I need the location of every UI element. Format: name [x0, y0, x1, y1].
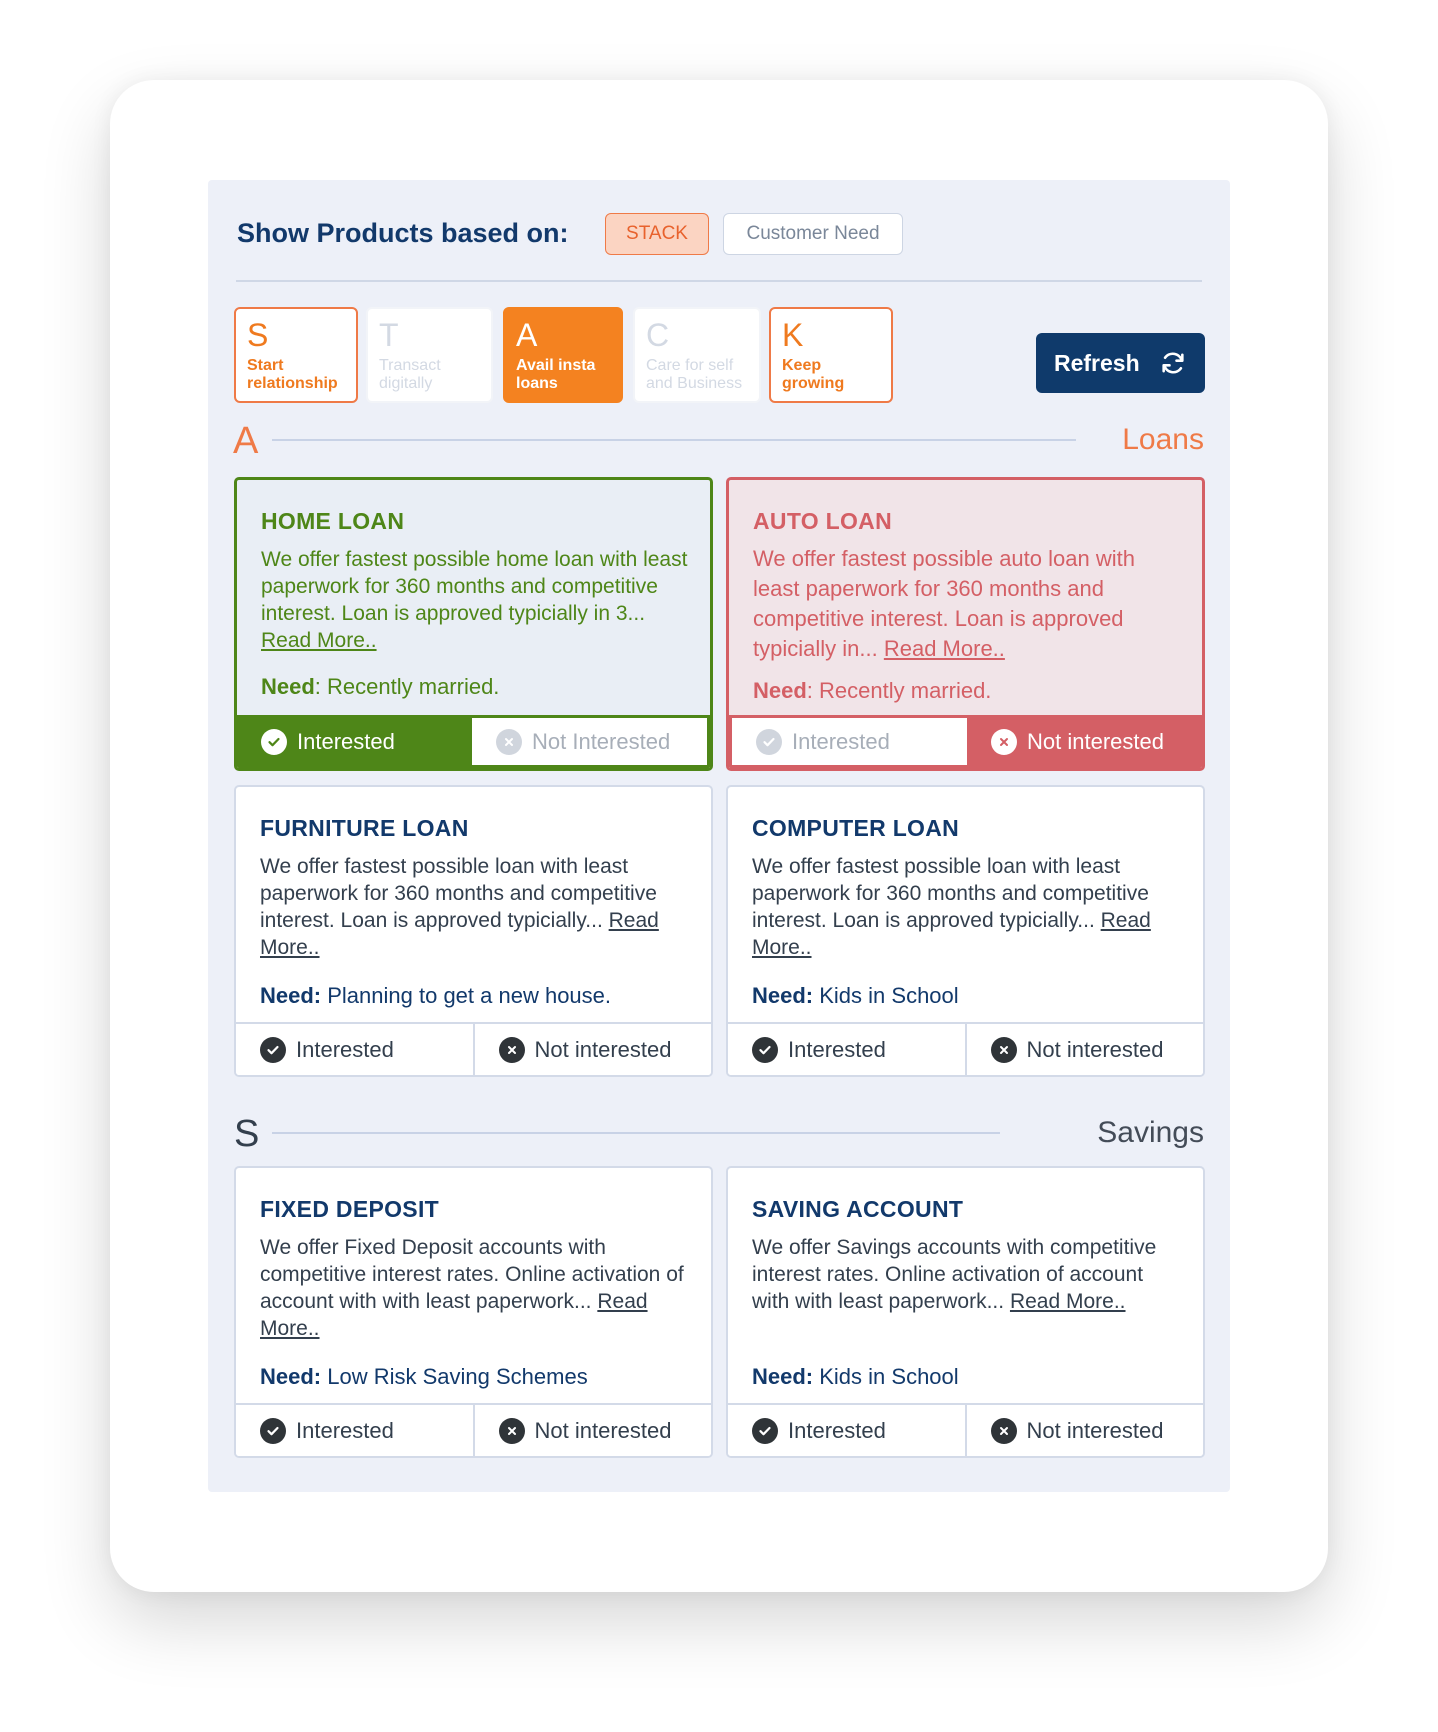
- card-title: SAVING ACCOUNT: [752, 1196, 964, 1222]
- check-circle-icon: [752, 1037, 778, 1063]
- stack-tile-start-relationship[interactable]: [234, 307, 358, 403]
- card-need: Need: Planning to get a new house.: [260, 983, 612, 1008]
- card-title: FURNITURE LOAN: [260, 815, 469, 841]
- tile-label: Avail insta loans: [516, 357, 596, 392]
- computer-loan-card: [726, 785, 1205, 1077]
- tile-letter: C: [646, 317, 670, 353]
- card-actions: [236, 1022, 711, 1075]
- tile-letter: T: [379, 317, 399, 353]
- card-title: HOME LOAN: [261, 508, 405, 534]
- interested-button[interactable]: Interested: [728, 1024, 965, 1075]
- stack-tile-transact-digitally[interactable]: [366, 307, 493, 403]
- show-products-label: Show Products based on:: [237, 218, 569, 248]
- card-actions: [728, 1403, 1203, 1456]
- card-need: Need: Kids in School: [752, 983, 959, 1008]
- interested-button[interactable]: Interested: [236, 1024, 473, 1075]
- stack-tile-avail-insta-loans[interactable]: [503, 307, 623, 403]
- interested-button[interactable]: Interested: [237, 715, 472, 768]
- tile-letter: S: [247, 317, 269, 353]
- card-need: Need: Recently married.: [261, 674, 500, 699]
- card-need: Need: Kids in School: [752, 1364, 959, 1389]
- read-more-link[interactable]: Read More..: [752, 909, 1151, 959]
- card-title: AUTO LOAN: [753, 508, 892, 534]
- check-circle-icon: [261, 729, 287, 755]
- tile-label: Transact digitally: [379, 357, 441, 392]
- refresh-button[interactable]: [1036, 333, 1205, 393]
- card-need: Need: Low Risk Saving Schemes: [260, 1364, 588, 1389]
- card-need: Need: Recently married.: [753, 678, 992, 703]
- tile-label: Keep growing: [782, 357, 845, 392]
- not-interested-button[interactable]: Not interested: [965, 1024, 1204, 1075]
- interested-button[interactable]: Interested: [729, 715, 967, 768]
- section-letter-s: S: [234, 1113, 260, 1155]
- card-title: FIXED DEPOSIT: [260, 1196, 439, 1222]
- section-name-savings: Savings: [1097, 1116, 1204, 1149]
- tile-letter: K: [782, 317, 804, 353]
- header-divider: [236, 280, 1202, 282]
- read-more-link[interactable]: Read More..: [260, 909, 659, 959]
- card-description: We offer Savings accounts with competitive interest rates. Online activation of account with with least paperwork... Read More..: [752, 1236, 1157, 1313]
- close-circle-icon: [499, 1037, 525, 1063]
- read-more-link[interactable]: Read More..: [260, 1290, 648, 1340]
- check-circle-icon: [756, 729, 782, 755]
- section-name-loans: Loans: [1122, 423, 1204, 456]
- read-more-link[interactable]: Read More..: [261, 629, 377, 652]
- home-loan-card: [234, 477, 713, 771]
- check-circle-icon: [752, 1418, 778, 1444]
- refresh-icon: [1159, 349, 1187, 377]
- tile-letter: A: [516, 317, 538, 353]
- card-actions: [729, 715, 1202, 768]
- card-description: We offer fastest possible loan with least paperwork for 360 months and competitive interest. Loan is approved typicially... Read More..: [752, 855, 1151, 959]
- card-description: We offer Fixed Deposit accounts with competitive interest rates. Online activation of account with with least paperwork... Read More..: [260, 1236, 684, 1340]
- section-letter-a: A: [233, 420, 259, 462]
- check-circle-icon: [260, 1418, 286, 1444]
- close-circle-icon: [991, 1418, 1017, 1444]
- read-more-link[interactable]: Read More..: [883, 636, 1005, 661]
- card-title: COMPUTER LOAN: [752, 815, 960, 841]
- card-description: We offer fastest possible auto loan with least paperwork for 360 months and competitive interest. Loan is approved typicially in... Read More..: [753, 546, 1135, 661]
- not-interested-button[interactable]: Not Interested: [472, 715, 710, 768]
- close-circle-icon: [499, 1418, 525, 1444]
- stack-tile-care-for-self[interactable]: [633, 307, 761, 403]
- furniture-loan-card: [234, 785, 713, 1077]
- close-circle-icon: [991, 729, 1017, 755]
- not-interested-button[interactable]: Not interested: [965, 1405, 1204, 1456]
- tile-label: Care for self and Business: [646, 357, 743, 392]
- not-interested-button[interactable]: Not interested: [473, 1024, 712, 1075]
- not-interested-button[interactable]: Not interested: [967, 715, 1202, 768]
- stack-toggle-button[interactable]: STACK: [605, 213, 709, 255]
- check-circle-icon: [260, 1037, 286, 1063]
- tile-label: Start relationship: [247, 357, 338, 392]
- customer-need-toggle-button[interactable]: Customer Need: [723, 213, 903, 255]
- stack-tile-keep-growing[interactable]: [769, 307, 893, 403]
- interested-button[interactable]: Interested: [236, 1405, 473, 1456]
- not-interested-button[interactable]: Not interested: [473, 1405, 712, 1456]
- refresh-label: Refresh: [1054, 349, 1140, 376]
- saving-account-card: [726, 1166, 1205, 1458]
- card-description: We offer fastest possible home loan with least paperwork for 360 months and competitive interest. Loan is approved typicially in 3... Read More..: [261, 548, 688, 652]
- section-divider-savings: [272, 1132, 1000, 1134]
- card-actions: [236, 1403, 711, 1456]
- interested-button[interactable]: Interested: [728, 1405, 965, 1456]
- card-actions: [728, 1022, 1203, 1075]
- read-more-link[interactable]: Read More..: [1009, 1290, 1126, 1313]
- section-divider-loans: [272, 439, 1076, 441]
- close-circle-icon: [496, 729, 522, 755]
- fixed-deposit-card: [234, 1166, 713, 1458]
- close-circle-icon: [991, 1037, 1017, 1063]
- card-actions: [237, 715, 710, 768]
- card-description: We offer fastest possible loan with least paperwork for 360 months and competitive interest. Loan is approved typicially... Read More..: [260, 855, 659, 959]
- auto-loan-card: [726, 477, 1205, 771]
